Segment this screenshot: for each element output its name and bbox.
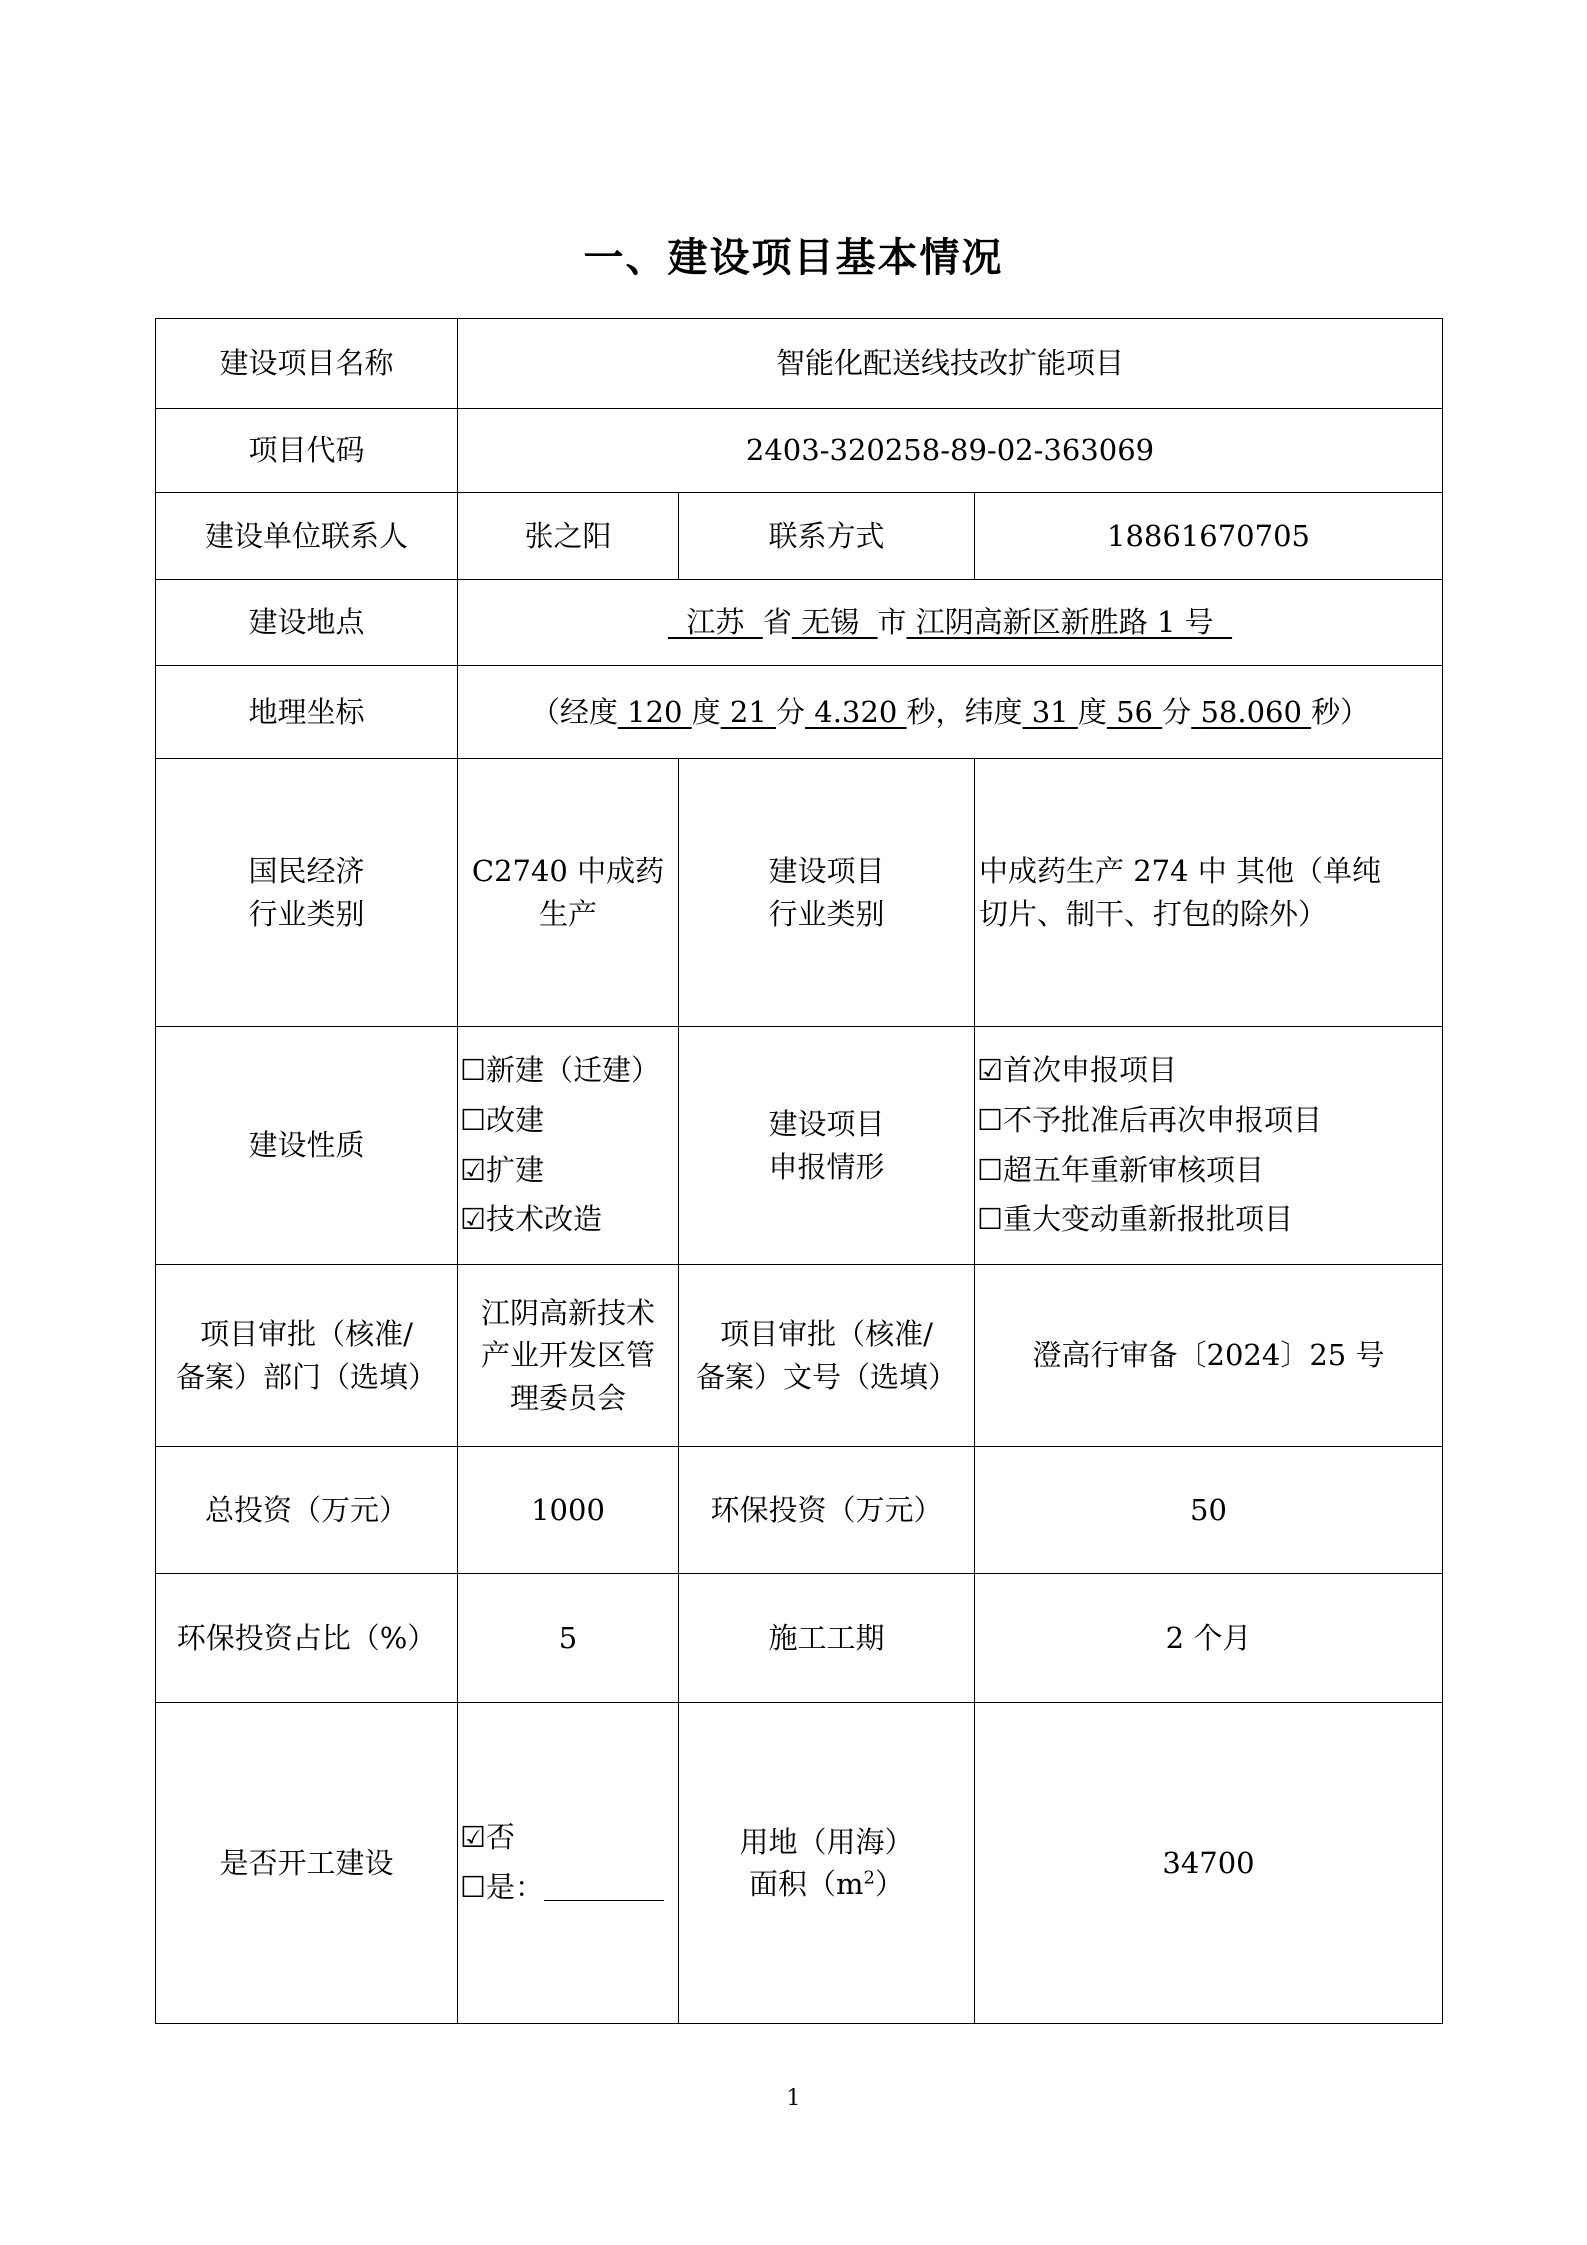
checkbox-unchecked-icon: ☐ [460,1102,486,1137]
checkbox-checked-icon: ☑ [460,1202,486,1237]
option-expand[interactable]: ☑扩建 [460,1152,545,1187]
row-location [156,580,1443,666]
page-number: 1 [786,2086,801,2111]
value-project-industry: 中成药生产 274 中 其他（单纯 切片、制干、打包的除外） [975,759,1443,1027]
lat-min: 56 [1116,694,1153,729]
label-project-industry: 建设项目 行业类别 [679,759,975,1027]
row-started [156,1703,1443,2024]
checkbox-unchecked-icon: ☐ [460,1052,486,1087]
lat-deg: 31 [1031,694,1069,729]
declare-options [975,1027,1443,1265]
location-address: 江阴高新区新胜路 1 号 [915,605,1214,640]
row-nature [156,1027,1443,1265]
label-started: 是否开工建设 [156,1703,458,2024]
checkbox-unchecked-icon: ☐ [460,1870,486,1904]
value-phone: 18861670705 [975,493,1443,580]
label-env-investment: 环保投资（万元） [679,1447,975,1574]
option-started-no[interactable]: ☑否 [460,1820,516,1855]
option-decl-major[interactable]: ☐重大变动重新报批项目 [977,1202,1294,1237]
location-province: 江苏 [686,605,745,640]
value-coordinates: （经度 120 度 21 分 4.320 秒，纬度 31 度 56 分 58.060 秒） [458,666,1443,759]
location-city: 无锡 [801,605,860,640]
label-env-ratio: 环保投资占比（%） [156,1574,458,1703]
label-phone: 联系方式 [679,493,975,580]
lng-min: 21 [729,694,767,729]
checkbox-checked-icon: ☑ [460,1152,486,1187]
label-project-code: 项目代码 [156,409,458,493]
label-nature: 建设性质 [156,1027,458,1265]
checkbox-unchecked-icon: ☐ [977,1202,1003,1237]
row-investment [156,1447,1443,1574]
label-period: 施工工期 [679,1574,975,1703]
row-industry [156,759,1443,1027]
value-approval-doc: 澄高行审备〔2024〕25 号 [975,1265,1443,1447]
label-approval-doc: 项目审批（核准/ 备案）文号（选填） [679,1265,975,1447]
value-approval-dept: 江阴高新技术 产业开发区管 理委员会 [458,1265,679,1447]
value-area: 34700 [975,1703,1443,2024]
location-city-unit: 市 [877,605,907,640]
value-contact: 张之阳 [458,493,679,580]
lat-sec: 58.060 [1200,694,1302,729]
label-declare: 建设项目 申报情形 [679,1027,975,1265]
option-rebuild[interactable]: ☐改建 [460,1102,545,1137]
checkbox-checked-icon: ☑ [460,1820,486,1855]
option-started-yes[interactable]: ☐是： [460,1863,674,1913]
project-info-table [155,318,1443,2024]
started-blank-field[interactable] [544,1878,664,1901]
checkbox-unchecked-icon: ☐ [977,1102,1003,1137]
value-location [458,580,1443,666]
option-decl-again[interactable]: ☐不予批准后再次申报项目 [977,1102,1323,1137]
checkbox-unchecked-icon: ☐ [977,1152,1003,1187]
location-province-unit: 省 [762,605,792,640]
value-period: 2 个月 [975,1574,1443,1703]
row-project-code [156,409,1443,493]
nature-options [458,1027,679,1265]
label-coordinates: 地理坐标 [156,666,458,759]
option-decl-first[interactable]: ☑首次申报项目 [977,1052,1178,1087]
value-env-ratio: 5 [458,1574,679,1703]
value-project-code: 2403-320258-89-02-363069 [458,409,1443,493]
row-project-name [156,319,1443,409]
option-new[interactable]: ☐新建（迁建） [460,1052,661,1087]
label-location: 建设地点 [156,580,458,666]
option-tech[interactable]: ☑技术改造 [460,1202,603,1237]
label-industry: 国民经济 行业类别 [156,759,458,1027]
row-coordinates [156,666,1443,759]
started-options [458,1703,679,2024]
value-industry: C2740 中成药 生产 [458,759,679,1027]
label-project-name: 建设项目名称 [156,319,458,409]
option-decl-five[interactable]: ☐超五年重新审核项目 [977,1152,1265,1187]
label-area: 用地（用海） 面积$(m^2)$ [679,1703,975,2024]
value-env-investment: 50 [975,1447,1443,1574]
row-contact [156,493,1443,580]
value-project-name: 智能化配送线技改扩能项目 [458,319,1443,409]
checkbox-checked-icon: ☑ [977,1052,1003,1087]
label-investment: 总投资（万元） [156,1447,458,1574]
row-approval [156,1265,1443,1447]
value-investment: 1000 [458,1447,679,1574]
label-approval-dept: 项目审批（核准/ 备案）部门（选填） [156,1265,458,1447]
label-contact: 建设单位联系人 [156,493,458,580]
page-title: 一、建设项目基本情况 [583,235,1004,281]
lng-sec: 4.320 [814,694,898,729]
lng-deg: 120 [627,694,683,729]
row-ratio [156,1574,1443,1703]
